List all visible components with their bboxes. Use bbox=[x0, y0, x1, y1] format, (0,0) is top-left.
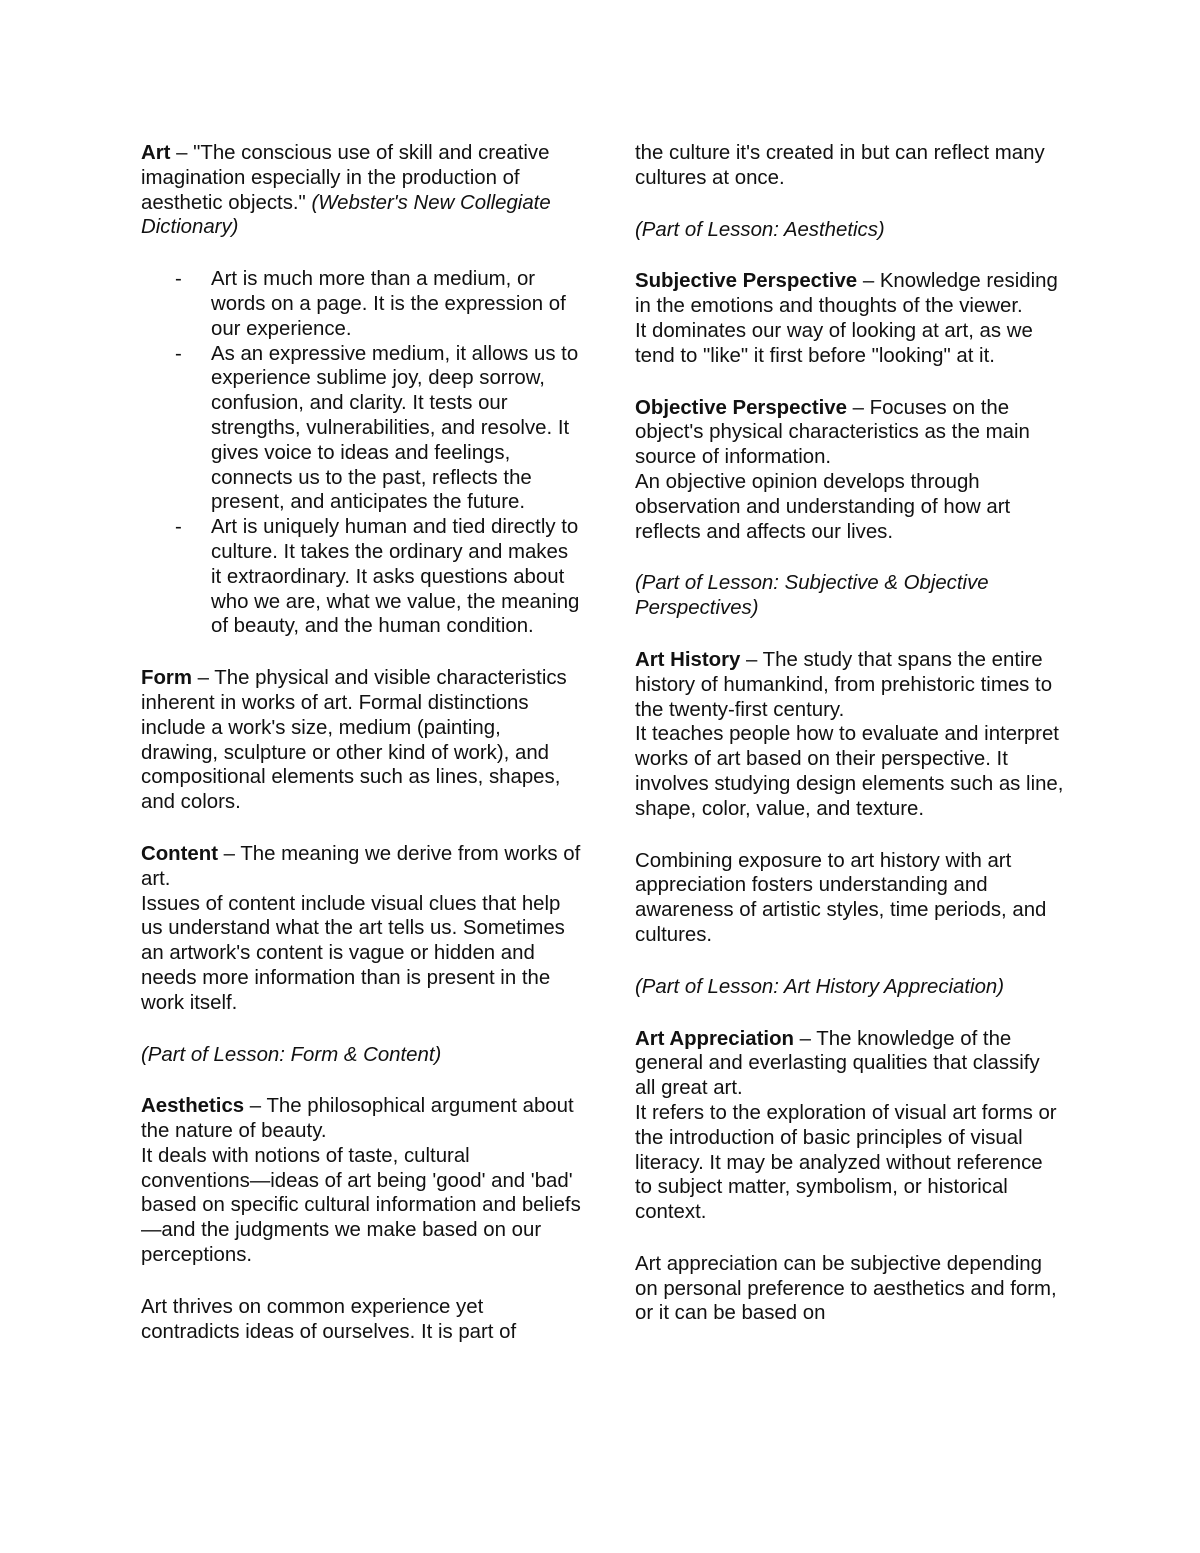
dash-bullet-icon: - bbox=[175, 516, 182, 539]
aesthetics-definition-text: – The philosophical argument about the nature of beauty. bbox=[141, 1095, 574, 1143]
lesson-art-history: (Part of Lesson: Art History Appreciation) bbox=[635, 975, 1005, 998]
appreciation-subjective-paragraph: Art appreciation can be subjective depending on personal preference to aesthetics and form, or it can be based on bbox=[635, 1252, 1057, 1325]
list-item bbox=[141, 515, 581, 639]
subjective-definition bbox=[635, 269, 1065, 319]
art-history-paragraph: It teaches people how to evaluate and interpret works of art based on their perspective. It involves studying design elements such as line, shape, color, value, and texture. bbox=[635, 723, 1064, 820]
term-aesthetics: Aesthetics bbox=[141, 1095, 245, 1118]
aesthetics-definition bbox=[141, 1094, 581, 1144]
content-definition bbox=[141, 842, 581, 892]
term-form: Form bbox=[141, 667, 192, 690]
art-source: (Webster's New Collegiate Dictionary) bbox=[141, 191, 551, 239]
continuation-paragraph: the culture it's created in but can reflect many cultures at once. bbox=[635, 142, 1045, 189]
combining-paragraph: Combining exposure to art history with art appreciation fosters understanding and awareness of artistic styles, time periods, and cultures. bbox=[635, 849, 1047, 946]
objective-definition bbox=[635, 396, 1065, 470]
art-definition-text: – "The conscious use of skill and creative imagination especially in the production of aesthetic objects." bbox=[141, 142, 550, 214]
form-definition-text: – The physical and visible characteristics inherent in works of art. Formal distinctions include a work's size, medium (painting, drawing, sculpture or other kind of work), and compositional elements such as lines, shapes, and colors. bbox=[141, 667, 567, 814]
bullet-text: Art is uniquely human and tied directly to culture. It takes the ordinary and makes it extraordinary. It asks questions about who we are, what we value, the meaning of beauty, and the human condition. bbox=[211, 516, 580, 638]
art-history-definition-text: – The study that spans the entire history of humankind, from prehistoric times to the twenty-first century. bbox=[635, 648, 1053, 721]
art-definition bbox=[141, 141, 581, 240]
art-appreciation-definition-text: – The knowledge of the general and everlasting qualities that classify all great art. bbox=[635, 1027, 1040, 1100]
subjective-definition-text: – Knowledge residing in the emotions and thoughts of the viewer. bbox=[635, 270, 1058, 318]
dash-bullet-icon: - bbox=[175, 268, 182, 291]
left-column bbox=[141, 141, 581, 1344]
art-appreciation-paragraph: It refers to the exploration of visual art forms or the introduction of basic principles of visual literacy. It may be analyzed without reference to subject matter, symbolism, or historical context. bbox=[635, 1101, 1057, 1224]
term-subjective-perspective: Subjective Perspective bbox=[635, 270, 858, 293]
lesson-aesthetics: (Part of Lesson: Aesthetics) bbox=[635, 218, 885, 241]
term-content: Content bbox=[141, 842, 219, 865]
bullet-text: As an expressive medium, it allows us to experience sublime joy, deep sorrow, confusion, and clarity. It tests our strengths, vulnerabilities, and resolve. It gives voice to ideas and feelings, connects us to the past, reflects the present, and anticipates the future. bbox=[211, 342, 579, 514]
form-definition bbox=[141, 666, 581, 815]
lesson-perspectives: (Part of Lesson: Subjective & Objective Perspectives) bbox=[635, 572, 989, 620]
term-art: Art bbox=[141, 142, 171, 164]
aesthetics-paragraph: It deals with notions of taste, cultural conventions—ideas of art being 'good' and 'bad' based on specific cultural information and beliefs—and the judgments we make based on our perceptions. bbox=[141, 1144, 581, 1267]
list-item bbox=[141, 342, 581, 516]
bullet-text: Art is much more than a medium, or words on a page. It is the expression of our experience. bbox=[211, 268, 566, 340]
term-art-history: Art History bbox=[635, 648, 741, 671]
content-definition-text: – The meaning we derive from works of art. bbox=[141, 842, 581, 890]
term-objective-perspective: Objective Perspective bbox=[635, 396, 847, 419]
objective-paragraph: An objective opinion develops through observation and understanding of how art reflects and affects our lives. bbox=[635, 470, 1011, 543]
art-bullet-list bbox=[141, 267, 581, 639]
right-column bbox=[635, 141, 1065, 1326]
list-item bbox=[141, 267, 581, 341]
art-thrives-paragraph: Art thrives on common experience yet contradicts ideas of ourselves. It is part of bbox=[141, 1295, 517, 1343]
art-appreciation-definition bbox=[635, 1027, 1065, 1101]
term-art-appreciation: Art Appreciation bbox=[635, 1027, 794, 1050]
objective-definition-text: – Focuses on the object's physical characteristics as the main source of information. bbox=[635, 396, 1030, 469]
content-paragraph: Issues of content include visual clues that help us understand what the art tells us. Sometimes an artwork's content is vague or hidden and needs more information than is present in the work itself. bbox=[141, 892, 565, 1014]
lesson-form-content: (Part of Lesson: Form & Content) bbox=[141, 1043, 442, 1066]
subjective-paragraph: It dominates our way of looking at art, as we tend to "like" it first before "looking" at it. bbox=[635, 319, 1033, 367]
art-history-definition bbox=[635, 648, 1065, 722]
dash-bullet-icon: - bbox=[175, 342, 182, 365]
